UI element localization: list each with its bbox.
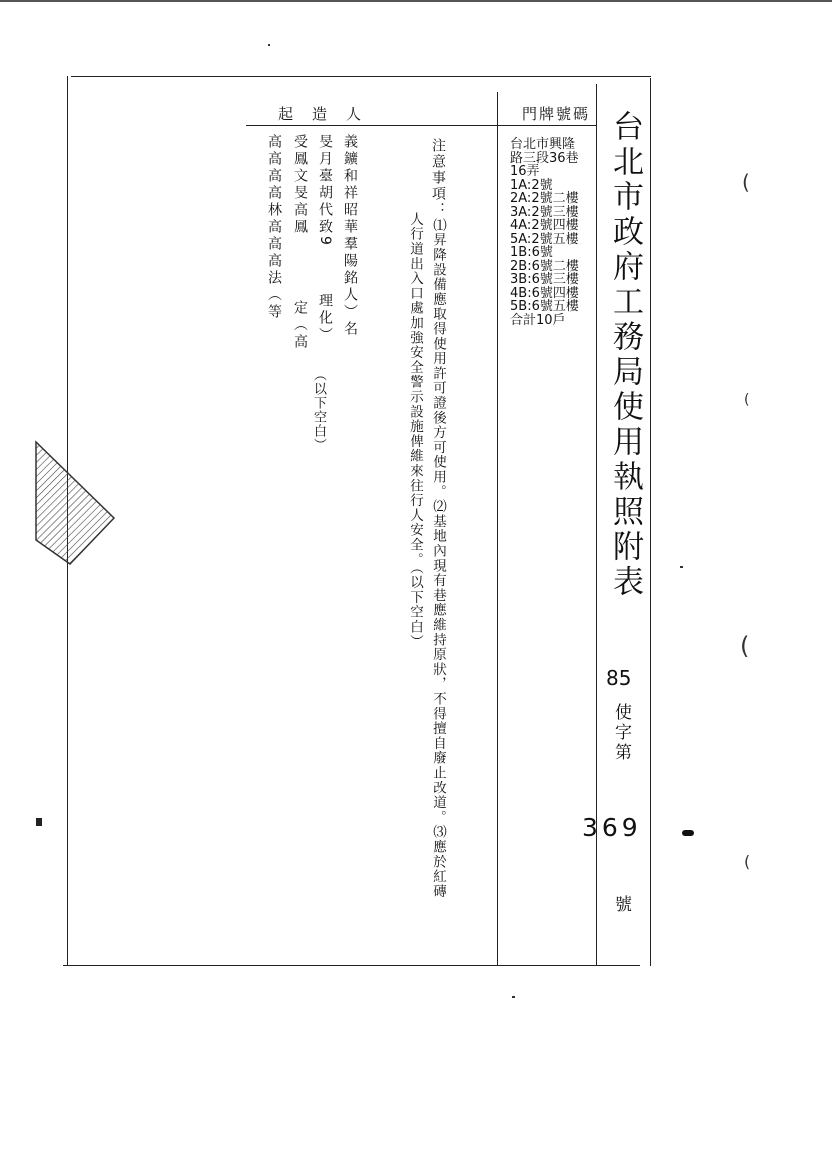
builder-col-a: 受鳳文旻高鳳 [292,134,308,236]
address-line: 5A:2號五樓 [510,231,579,247]
notes-label: 注意事項： [430,138,446,218]
permit-number: 369 [582,813,642,842]
address-line: 台北市興隆 [510,137,576,152]
address-line: 1B:6號 [510,245,553,260]
builder-name-label: 義鑛和祥昭華羣陽銘人）名 [342,134,358,338]
scan-mark: ( [744,852,751,871]
address-line: 合計10戶 [510,312,566,328]
scan-mark: ( [744,392,750,408]
builder-legal-rep: 定（高 [292,300,308,351]
scan-mark: ( [742,170,750,194]
builder-surnames: 高高高高林高高高法（等 [266,134,282,321]
address-line: 1A:2號 [510,177,553,193]
address-line: 16弄 [510,164,540,179]
address-header-label: 門牌號碼 [522,105,591,123]
builder-header-label: 起 造 人 [278,105,364,123]
scan-speck [682,830,694,836]
builder-col-c: 理化） [317,293,333,344]
builder-col-b: 旻月臺胡代致9 [317,134,333,248]
page-title: 台北市政府工務局使用執照附表 [607,110,643,600]
frame-right-border [650,78,651,966]
address-line: 5B:6號五樓 [510,299,579,314]
address-line: 3B:6號三樓 [510,272,579,287]
builder-blank-note: （以下空白） [311,368,326,452]
permit-type: 使字第 [611,703,631,763]
scan-speck [36,818,42,826]
scan-top-edge [0,0,832,2]
frame-bottom-border [63,965,640,966]
permit-suffix: 號 [611,895,631,912]
hatched-stamp-mark [30,440,120,570]
address-line: 路三段36巷 [510,150,579,166]
scan-mark: ( [740,632,750,660]
builder-column-divider [497,92,498,966]
address-list [510,138,596,327]
permit-year: 85 [606,666,632,690]
notes-line-1: ⑴昇降設備應取得使用許可證後方可使用。⑵基地內現有巷應維持原狀，不得擅自廢止改道。⑶應於紅磚 [430,218,446,899]
address-line: 2A:2號二樓 [510,191,579,206]
scan-speck [512,996,515,998]
scan-speck [268,44,270,46]
address-line: 4B:6號四樓 [510,285,579,301]
address-line: 3A:2號三樓 [510,204,579,220]
frame-top-border [71,76,651,77]
scan-speck [680,566,683,568]
address-line: 2B:6號二樓 [510,258,579,274]
address-line: 4A:2號四樓 [510,218,579,233]
header-row-divider [246,125,596,126]
notes-line-2: 人行道出入口處加強安全警示設施俾維來往行人安全。（以下空白） [407,212,423,650]
